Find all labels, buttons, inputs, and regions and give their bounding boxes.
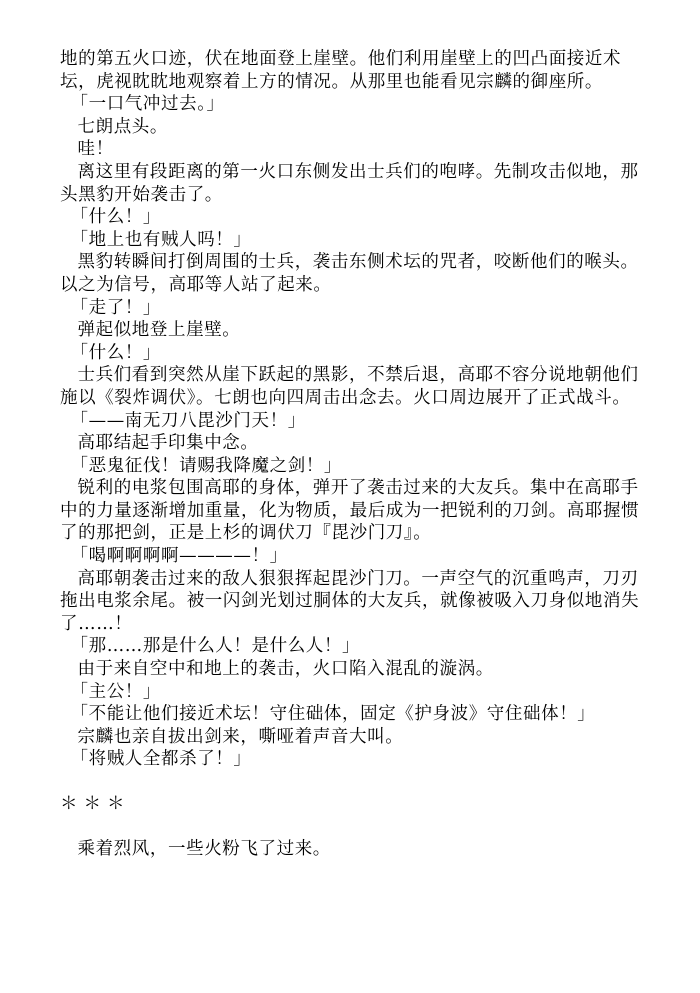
dialogue-line: 「地上也有贼人吗！」 <box>70 229 252 250</box>
paragraph: 弹起似地登上崖壁。 <box>77 320 241 341</box>
document-page <box>60 48 640 860</box>
dialogue-line: 「将贼人全都杀了！」 <box>70 749 252 770</box>
paragraph: 高耶结起手印集中念。 <box>77 433 259 454</box>
body-text <box>60 48 640 771</box>
paragraph: 由于来自空中和地上的袭击，火口陷入混乱的漩涡。 <box>77 659 494 680</box>
dialogue-line: 「走了！」 <box>70 297 161 318</box>
paragraph: 锐利的电浆包围高耶的身体，弹开了袭击过来的大友兵。集中在高耶手中的力量逐渐增加重量，化为物质，最后成为一把锐利的刀剑。高耶握惯了的那把剑，正是上杉的调伏刀『毘沙门刀』。 <box>60 478 640 544</box>
paragraph: 黑豹转瞬间打倒周围的士兵，袭击东侧术坛的咒者，咬断他们的喉头。以之为信号，高耶等人站了起来。 <box>60 252 639 295</box>
closing-paragraph: 乘着烈风，一些火粉飞了过来。 <box>77 838 331 859</box>
dialogue-line: 「那……那是什么人！是什么人！」 <box>70 636 361 657</box>
paragraph: 地的第五火口迹，伏在地面登上崖壁。他们利用崖壁上的凹凸面接近术坛，虎视眈眈地观察着上方的情况。从那里也能看见宗麟的御座所。 <box>60 49 622 92</box>
dialogue-line: 「恶鬼征伐！请赐我降魔之剑！」 <box>70 455 342 476</box>
dialogue-line: 「——南无刀八毘沙门天！」 <box>70 410 306 431</box>
dialogue-line: 「一口气冲过去。」 <box>70 94 225 115</box>
dialogue-line: 「不能让他们接近术坛！守住础体，固定《护身波》守住础体！」 <box>70 704 596 725</box>
dialogue-line: 「什么！」 <box>70 207 161 228</box>
paragraph: 哇！ <box>77 139 114 160</box>
paragraph: 离这里有段距离的第一火口东侧发出士兵们的咆哮。先制攻击似地，那头黑豹开始袭击了。 <box>60 161 639 205</box>
dialogue-line: 「主公！」 <box>70 681 161 702</box>
paragraph: 七朗点头。 <box>77 116 168 137</box>
paragraph: 宗麟也亲自拔出剑来，嘶哑着声音大叫。 <box>77 726 404 747</box>
paragraph: 高耶朝袭击过来的敌人狠狠挥起毘沙门刀。一声空气的沉重鸣声，刀刃拖出电浆余尾。被一闪剑光划过胴体的大友兵，就像被吸入刀身似地消失了……！ <box>60 568 640 634</box>
dialogue-line: 「喝啊啊啊啊————！」 <box>70 546 288 567</box>
paragraph: 士兵们看到突然从崖下跃起的黑影，不禁后退，高耶不容分说地朝他们施以《裂炸调伏》。七朗也向四周击出念去。火口周边展开了正式战斗。 <box>60 365 639 408</box>
dialogue-line: 「什么！」 <box>70 342 161 363</box>
section-separator: ＊＊＊ <box>60 794 131 814</box>
